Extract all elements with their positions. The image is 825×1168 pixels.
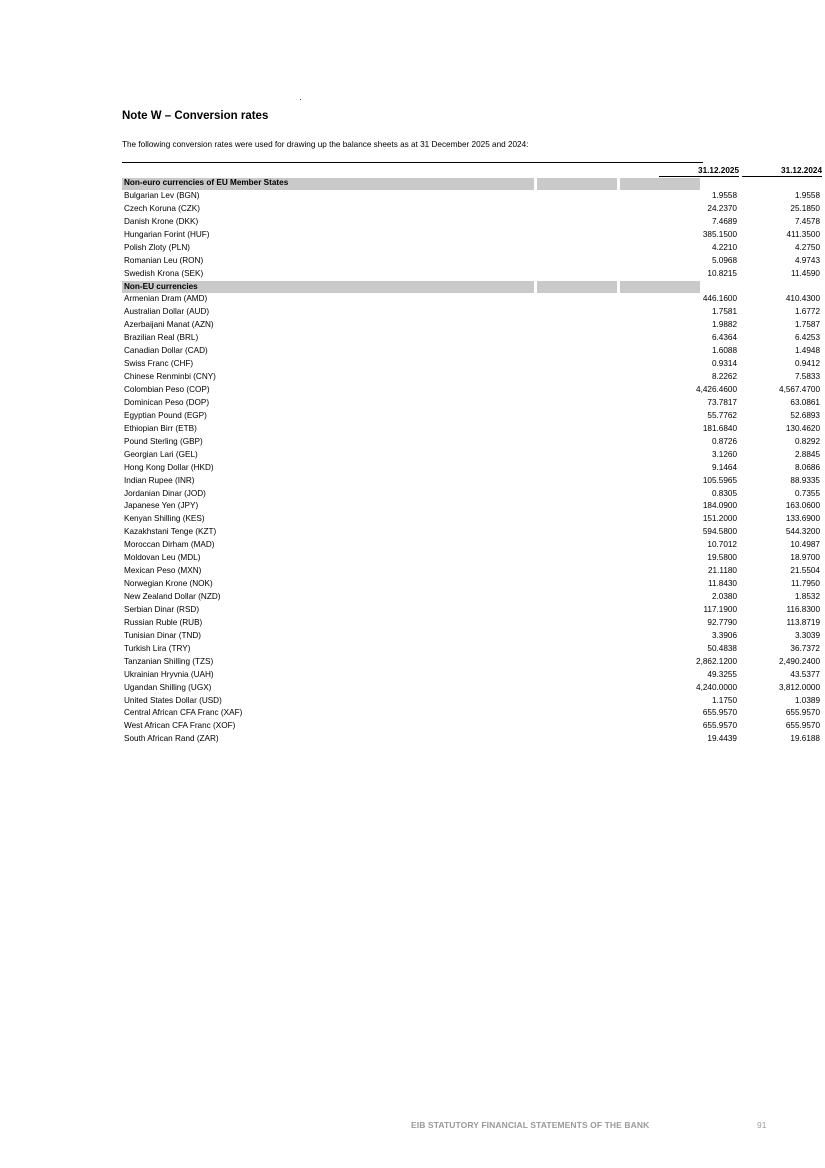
rate-2024: 410.4300 bbox=[785, 294, 820, 304]
rate-2024: 1.0389 bbox=[794, 695, 820, 705]
currency-name: Ugandan Shilling (UGX) bbox=[124, 682, 212, 692]
currency-name: Tunisian Dinar (TND) bbox=[124, 630, 202, 640]
table-row bbox=[122, 578, 820, 591]
currency-name: Moldovan Leu (MDL) bbox=[124, 553, 201, 563]
rate-2024: 4.2750 bbox=[794, 242, 820, 252]
rate-2025: 0.8305 bbox=[711, 488, 737, 498]
rate-2025: 10.7012 bbox=[707, 540, 737, 550]
rate-2024: 21.5504 bbox=[790, 566, 820, 576]
currency-name: Central African CFA Franc (XAF) bbox=[124, 708, 243, 718]
rate-2025: 11.8430 bbox=[708, 579, 737, 589]
currency-name: Hong Kong Dollar (HKD) bbox=[124, 462, 214, 472]
rate-2025: 55.7762 bbox=[707, 410, 737, 420]
rate-2024: 2.8845 bbox=[794, 449, 820, 459]
rate-2025: 0.9314 bbox=[711, 359, 737, 369]
rate-2025: 5.0968 bbox=[711, 255, 737, 265]
currency-name: Danish Krone (DKK) bbox=[124, 216, 199, 226]
rate-2025: 8.2262 bbox=[711, 372, 737, 382]
table-row bbox=[122, 332, 820, 345]
table-row bbox=[122, 306, 820, 319]
currency-name: Azerbaijani Manat (AZN) bbox=[124, 320, 214, 330]
table-row bbox=[122, 384, 820, 397]
rate-2024: 52.6893 bbox=[790, 410, 820, 420]
table-row bbox=[122, 462, 820, 475]
table-row bbox=[122, 358, 820, 371]
rate-2024: 1.9558 bbox=[794, 190, 820, 200]
table-row bbox=[122, 733, 820, 746]
intro-text: The following conversion rates were used for drawing up the balance sheets as at 31 December 2025 and 2024: bbox=[122, 140, 529, 149]
rate-2024: 10.4987 bbox=[790, 540, 820, 550]
currency-name: Russian Ruble (RUB) bbox=[124, 617, 203, 627]
rate-2024: 43.5377 bbox=[790, 669, 820, 679]
currency-name: Norwegian Krone (NOK) bbox=[124, 579, 213, 589]
table-row bbox=[122, 436, 820, 449]
table-row bbox=[122, 656, 820, 669]
currency-name: Colombian Peso (COP) bbox=[124, 385, 210, 394]
rate-2025: 9.1464 bbox=[711, 462, 737, 472]
currency-name: Georgian Lari (GEL) bbox=[124, 449, 198, 459]
table-row bbox=[122, 720, 820, 733]
rate-2025: 19.5800 bbox=[707, 553, 737, 563]
rate-2025: 49.3255 bbox=[707, 669, 737, 679]
section-shading bbox=[620, 178, 700, 190]
table-row bbox=[122, 449, 820, 462]
rate-2025: 24.2370 bbox=[707, 203, 737, 213]
rate-2024: 1.7587 bbox=[794, 320, 820, 330]
rate-2024: 36.7372 bbox=[790, 643, 820, 653]
currency-name: Japanese Yen (JPY) bbox=[124, 501, 199, 511]
table-row bbox=[122, 591, 820, 604]
rate-2024: 25.1850 bbox=[790, 203, 820, 213]
table-row bbox=[122, 669, 820, 682]
currency-name: Armenian Dram (AMD) bbox=[124, 294, 208, 304]
rate-2024: 0.9412 bbox=[794, 359, 820, 369]
currency-name: Serbian Dinar (RSD) bbox=[124, 604, 200, 614]
column-header-2024: 31.12.2024 bbox=[742, 163, 822, 177]
rate-2025: 50.4838 bbox=[707, 643, 737, 653]
rate-2025: 1.7581 bbox=[711, 307, 737, 317]
currency-name: Romanian Leu (RON) bbox=[124, 255, 204, 265]
rate-2024: 7.4578 bbox=[794, 216, 820, 226]
rate-2025: 4.2210 bbox=[711, 242, 737, 252]
rate-2024: 411.3500 bbox=[786, 229, 820, 239]
rate-2025: 655.9570 bbox=[702, 721, 737, 731]
currency-name: West African CFA Franc (XOF) bbox=[124, 721, 236, 731]
currency-name: Ethiopian Birr (ETB) bbox=[124, 423, 197, 433]
rate-2025: 3.1260 bbox=[711, 449, 737, 459]
rate-2025: 655.9570 bbox=[702, 708, 737, 718]
rate-2024: 0.8292 bbox=[794, 436, 820, 446]
rate-2025: 92.7790 bbox=[707, 617, 737, 627]
rate-2025: 1.9558 bbox=[711, 190, 737, 200]
rate-2024: 2,490.2400 bbox=[779, 656, 820, 666]
table-row bbox=[122, 410, 820, 423]
table-row bbox=[122, 630, 820, 643]
rate-2025: 6.4364 bbox=[711, 333, 737, 343]
table-row bbox=[122, 539, 820, 552]
rate-2025: 105.5965 bbox=[702, 475, 737, 485]
footer-title: EIB STATUTORY FINANCIAL STATEMENTS OF THE BANK bbox=[411, 1120, 650, 1130]
rate-2024: 1.6772 bbox=[794, 307, 820, 317]
table-row bbox=[122, 552, 820, 565]
table-row bbox=[122, 345, 820, 358]
table-row bbox=[122, 268, 820, 281]
rate-2024: 116.8300 bbox=[786, 604, 820, 614]
rate-2024: 8.0686 bbox=[794, 462, 820, 472]
table-row bbox=[122, 604, 820, 617]
column-header-2025: 31.12.2025 bbox=[659, 163, 739, 177]
rate-2025: 184.0900 bbox=[702, 501, 737, 511]
rate-2024: 63.0861 bbox=[790, 397, 820, 407]
table-row bbox=[122, 500, 820, 513]
rate-2025: 1.9882 bbox=[711, 320, 737, 330]
rate-2025: 10.8215 bbox=[707, 268, 737, 278]
rate-2025: 385.1500 bbox=[702, 229, 737, 239]
table-row bbox=[122, 695, 820, 708]
currency-name: South African Rand (ZAR) bbox=[124, 734, 219, 744]
table-row bbox=[122, 203, 820, 216]
rate-2024: 19.6188 bbox=[790, 734, 820, 744]
rate-2025: 1.6088 bbox=[711, 346, 737, 356]
section-header-row bbox=[122, 177, 703, 190]
rate-2025: 1.1750 bbox=[711, 695, 737, 705]
table-row bbox=[122, 216, 820, 229]
rate-2025: 4,240.0000 bbox=[696, 682, 737, 692]
stray-dot bbox=[300, 99, 301, 100]
rate-2024: 113.8719 bbox=[786, 617, 820, 627]
rate-2025: 3.3906 bbox=[711, 630, 737, 640]
currency-name: Ukrainian Hryvnia (UAH) bbox=[124, 669, 214, 679]
currency-name: Polish Zloty (PLN) bbox=[124, 242, 190, 252]
currency-name: Jordanian Dinar (JOD) bbox=[124, 488, 206, 498]
section-shading bbox=[620, 281, 700, 293]
table-row bbox=[122, 682, 820, 695]
table-row bbox=[122, 371, 820, 384]
table-row bbox=[122, 513, 820, 526]
rate-2024: 4.9743 bbox=[794, 255, 820, 265]
currency-name: Swiss Franc (CHF) bbox=[124, 359, 194, 369]
rate-2025: 7.4689 bbox=[711, 216, 737, 226]
table-row bbox=[122, 526, 820, 539]
currency-name: Turkish Lira (TRY) bbox=[124, 643, 191, 653]
rate-2024: 133.6900 bbox=[785, 514, 820, 524]
table-row bbox=[122, 229, 820, 242]
rate-2024: 7.5833 bbox=[794, 372, 820, 382]
table-row bbox=[122, 565, 820, 578]
currency-name: Hungarian Forint (HUF) bbox=[124, 229, 210, 239]
section-shading bbox=[537, 178, 617, 190]
currency-name: Indian Rupee (INR) bbox=[124, 475, 195, 485]
section-title: Non-EU currencies bbox=[124, 281, 198, 291]
rate-2024: 18.9700 bbox=[790, 553, 820, 563]
rate-2025: 117.1900 bbox=[703, 604, 737, 614]
table-row bbox=[122, 319, 820, 332]
table-body bbox=[122, 177, 820, 746]
table-row bbox=[122, 643, 820, 656]
table-row bbox=[122, 475, 820, 488]
table-row bbox=[122, 255, 820, 268]
table-row bbox=[122, 707, 820, 720]
rate-2024: 11.7950 bbox=[791, 579, 820, 589]
rate-2025: 19.4439 bbox=[707, 734, 737, 744]
currency-name: Tanzanian Shilling (TZS) bbox=[124, 656, 214, 666]
table-row bbox=[122, 617, 820, 630]
currency-name: United States Dollar (USD) bbox=[124, 695, 222, 705]
rate-2025: 21.1180 bbox=[708, 566, 737, 576]
rate-2024: 3,812.0000 bbox=[779, 682, 820, 692]
currency-name: Mexican Peso (MXN) bbox=[124, 566, 202, 576]
rate-2025: 446.1600 bbox=[702, 294, 737, 304]
note-title: Note W – Conversion rates bbox=[122, 110, 269, 122]
rate-2024: 1.4948 bbox=[794, 346, 820, 356]
rate-2025: 73.7817 bbox=[707, 397, 737, 407]
rate-2024: 4,567.4700 bbox=[779, 385, 820, 394]
table-row bbox=[122, 423, 820, 436]
currency-name: Swedish Krona (SEK) bbox=[124, 268, 204, 278]
rate-2025: 181.6840 bbox=[702, 423, 737, 433]
currency-name: Kenyan Shilling (KES) bbox=[124, 514, 205, 524]
rate-2025: 4,426.4600 bbox=[696, 385, 737, 394]
section-title: Non-euro currencies of EU Member States bbox=[124, 178, 289, 187]
currency-name: Czech Koruna (CZK) bbox=[124, 203, 200, 213]
section-shading bbox=[537, 281, 617, 293]
page-number: 91 bbox=[757, 1120, 767, 1130]
rate-2024: 1.8532 bbox=[794, 592, 820, 601]
section-header-row bbox=[122, 281, 703, 294]
rate-2024: 6.4253 bbox=[794, 333, 820, 343]
rate-2024: 655.9570 bbox=[785, 721, 820, 731]
rate-2024: 0.7355 bbox=[794, 488, 820, 498]
currency-name: Bulgarian Lev (BGN) bbox=[124, 190, 200, 200]
currency-name: Egyptian Pound (EGP) bbox=[124, 410, 207, 420]
table-row bbox=[122, 293, 820, 306]
currency-name: Canadian Dollar (CAD) bbox=[124, 346, 208, 356]
currency-name: New Zealand Dollar (NZD) bbox=[124, 592, 221, 601]
conversion-rates-table bbox=[122, 162, 822, 746]
currency-name: Dominican Peso (DOP) bbox=[124, 397, 210, 407]
rate-2025: 2,862.1200 bbox=[696, 656, 737, 666]
rate-2025: 594.5800 bbox=[702, 527, 737, 537]
table-row bbox=[122, 242, 820, 255]
currency-name: Brazilian Real (BRL) bbox=[124, 333, 199, 343]
rate-2024: 88.9335 bbox=[790, 475, 820, 485]
currency-name: Chinese Renminbi (CNY) bbox=[124, 372, 216, 382]
table-row bbox=[122, 190, 820, 203]
rate-2025: 151.2000 bbox=[702, 514, 737, 524]
rate-2024: 130.4620 bbox=[785, 423, 820, 433]
currency-name: Kazakhstani Tenge (KZT) bbox=[124, 527, 217, 537]
rate-2025: 2.0380 bbox=[711, 592, 737, 601]
rate-2024: 11.4590 bbox=[791, 268, 820, 278]
rate-2024: 3.3039 bbox=[794, 630, 820, 640]
currency-name: Australian Dollar (AUD) bbox=[124, 307, 210, 317]
table-row bbox=[122, 488, 820, 501]
rate-2024: 544.3200 bbox=[785, 527, 820, 537]
table-row bbox=[122, 397, 820, 410]
rate-2025: 0.8726 bbox=[711, 436, 737, 446]
table-header-row bbox=[122, 163, 822, 177]
rate-2024: 163.0600 bbox=[785, 501, 820, 511]
currency-name: Pound Sterling (GBP) bbox=[124, 436, 203, 446]
currency-name: Moroccan Dirham (MAD) bbox=[124, 540, 215, 550]
rate-2024: 655.9570 bbox=[785, 708, 820, 718]
